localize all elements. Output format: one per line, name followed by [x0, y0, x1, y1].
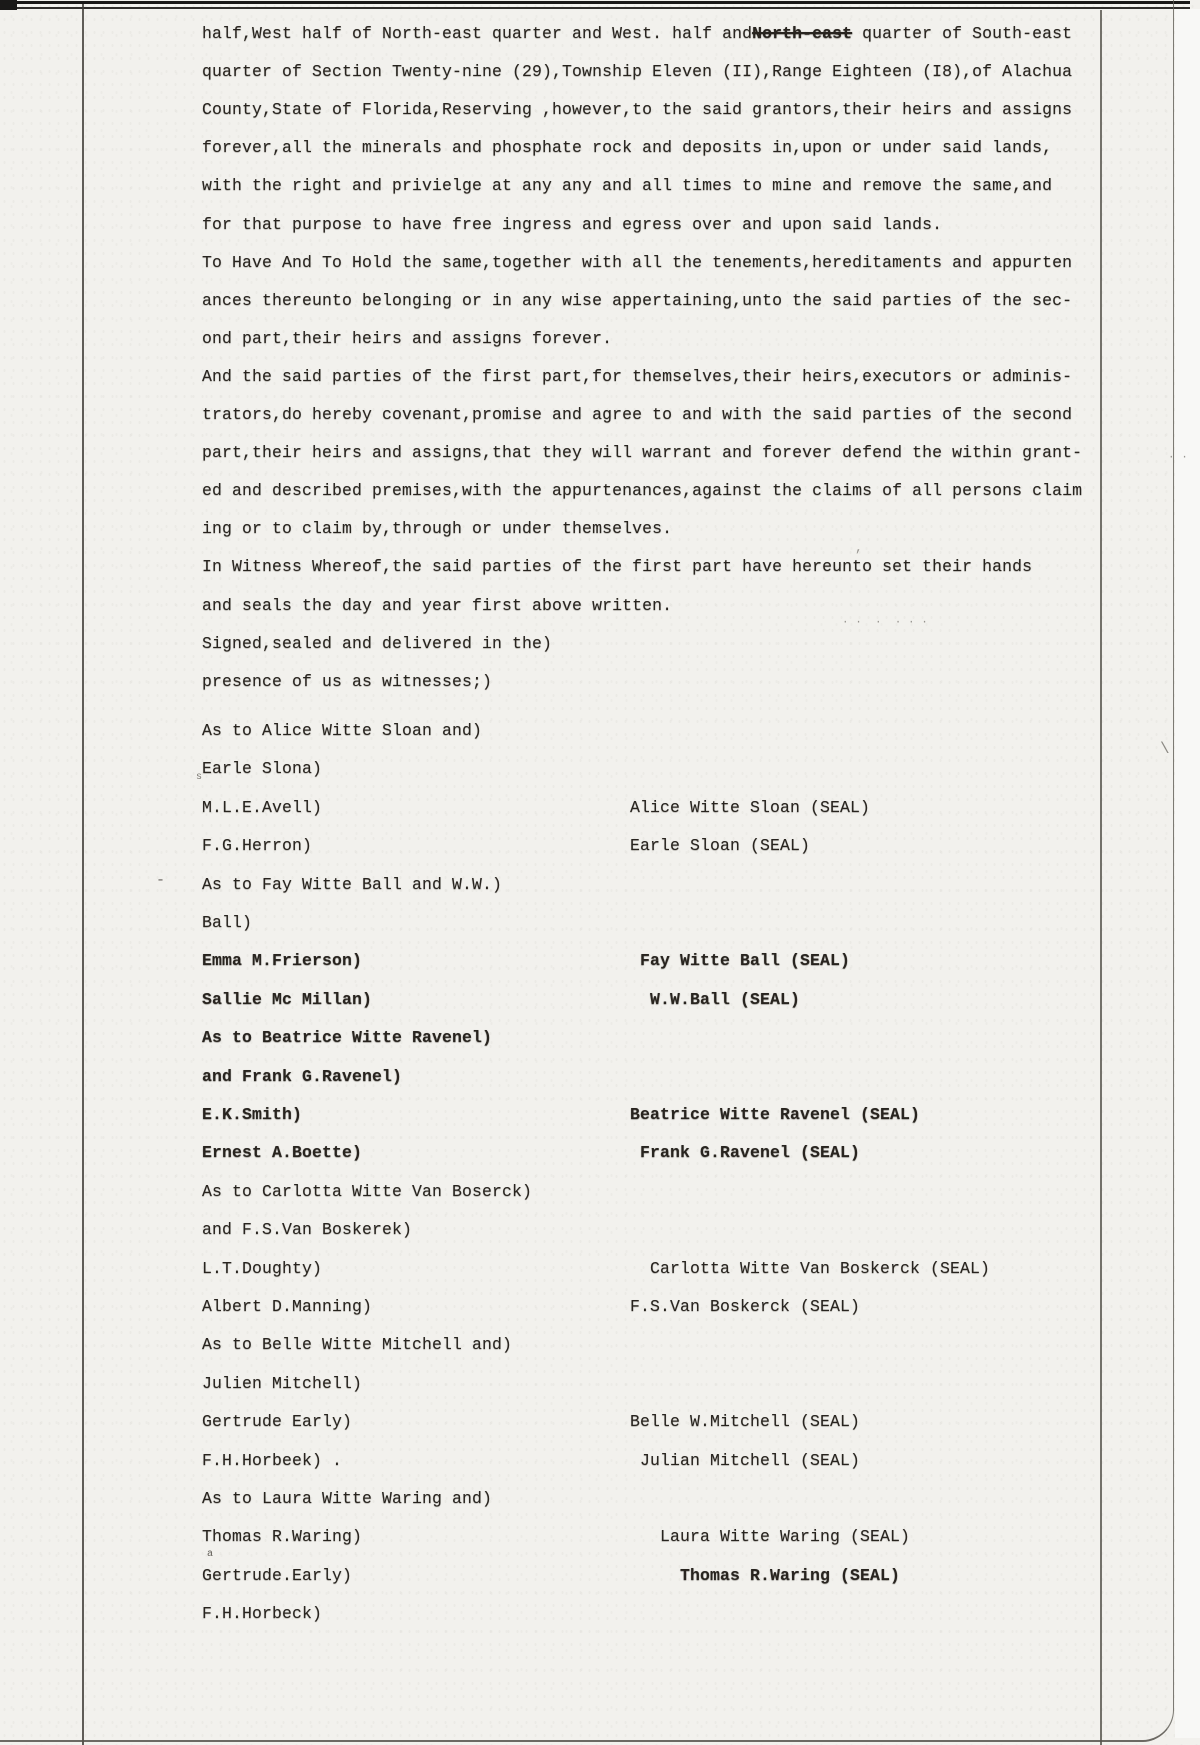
signer-seal-name: F.S.Van Boskerck (SEAL): [630, 1297, 861, 1316]
signature-row: [202, 1221, 412, 1239]
witness-name: E.K.Smith): [202, 1105, 303, 1124]
witness-name: As to Carlotta Witte Van Boserck): [202, 1181, 533, 1201]
deed-body-line: Signed,sealed and delivered in the): [202, 633, 553, 653]
witness-name: As to Beatrice Witte Ravenel): [202, 1028, 493, 1048]
deed-body-line: In Witness Whereof,the said parties of the first part have hereunto set their hands: [202, 557, 1033, 577]
witness-name: Gertrude Early): [202, 1412, 353, 1432]
signature-row: [202, 951, 851, 971]
deed-body-line: and seals the day and year first above written.: [202, 595, 673, 615]
witness-name: L.T.Doughty): [202, 1258, 323, 1278]
signature-row: [202, 1068, 402, 1086]
signature-row: [202, 1105, 921, 1124]
witness-name: and F.S.Van Boskerek): [202, 1220, 413, 1240]
signer-seal-name: Beatrice Witte Ravenel (SEAL): [630, 1105, 921, 1124]
signer-seal-name: Alice Witte Sloan (SEAL): [630, 797, 871, 817]
signature-row: [202, 1375, 362, 1393]
deed-body-line: And the said parties of the first part,for themselves,their heirs,executors or adminis-: [202, 366, 1073, 386]
top-border-rule-lower: [14, 7, 1190, 9]
signature-row: [202, 836, 811, 856]
signature-row: [202, 1412, 861, 1432]
witness-name: As to Belle Witte Mitchell and): [202, 1335, 513, 1355]
witness-name: Thomas R.Waring): [202, 1527, 363, 1547]
signature-row: [202, 1143, 861, 1163]
witness-name: As to Alice Witte Sloan and): [202, 721, 483, 740]
witness-name: F.H.Horbeck): [202, 1604, 323, 1624]
deed-body-line: with the right and privielge at any any and all times to mine and remove the same,and: [202, 176, 1053, 196]
deed-body-line: for that purpose to have free ingress and egress over and upon said lands.: [202, 214, 943, 234]
signer-seal-name: Frank G.Ravenel (SEAL): [630, 1143, 861, 1163]
signature-row: [202, 914, 252, 932]
scanner-background-strip: [1175, 9, 1200, 1738]
body-text-segment: quarter of South-east: [852, 24, 1073, 43]
witness-name: F.H.Horbeek) .: [202, 1450, 343, 1470]
top-left-scan-smudge: [0, 0, 17, 10]
witness-name: Earle Slona): [202, 759, 323, 779]
signature-row: [202, 1183, 532, 1201]
deed-body-line: ing or to claim by,through or under themselves.: [202, 519, 673, 539]
scan-speck: ,: [855, 540, 863, 555]
deed-body-line: part,their heirs and assigns,that they will warrant and forever defend the within grant-: [202, 443, 1083, 463]
signer-seal-name: Carlotta Witte Van Boskerck (SEAL): [630, 1258, 991, 1278]
body-text-segment: half,West half of North-east quarter and West. half and: [202, 24, 753, 43]
witness-name: and Frank G.Ravenel): [202, 1066, 403, 1086]
signature-row: [202, 1605, 322, 1623]
witness-name: Albert D.Manning): [202, 1297, 373, 1316]
deed-body-line: ances thereunto belonging or in any wise appertaining,unto the said parties of the sec-: [202, 290, 1073, 310]
struck-overtyped-text: North-east: [752, 24, 853, 43]
deed-body-line: To Have And To Hold the same,together with all the tenements,hereditaments and appurten: [202, 252, 1073, 272]
signature-row: [202, 1565, 901, 1585]
signature-row: [202, 797, 871, 817]
signature-row: [202, 876, 502, 894]
witness-name: Sallie Mc Millan): [202, 989, 373, 1009]
witness-name: Ball): [202, 913, 253, 932]
signature-row: [202, 760, 322, 778]
signature-row: [202, 1258, 991, 1278]
scan-speck: · ·: [1168, 452, 1188, 464]
witness-name: Gertrude.Early): [202, 1565, 353, 1585]
signature-row: [202, 1336, 512, 1354]
scan-speck: \: [1160, 740, 1170, 758]
signer-seal-name: W.W.Ball (SEAL): [630, 989, 801, 1009]
signature-row: [202, 1527, 911, 1547]
witness-name: As to Fay Witte Ball and W.W.): [202, 874, 503, 894]
scan-speck: · · · · · ·: [842, 617, 928, 629]
signature-row: [202, 989, 801, 1009]
witness-name: Julien Mitchell): [202, 1373, 363, 1393]
witness-name: Emma M.Frierson): [202, 951, 363, 971]
deed-body-line: quarter of Section Twenty-nine (29),Township Eleven (II),Range Eighteen (I8),of Alachua: [202, 62, 1073, 82]
signer-seal-name: Fay Witte Ball (SEAL): [630, 951, 851, 971]
scan-speck: -: [156, 872, 166, 889]
signer-seal-name: Earle Sloan (SEAL): [630, 836, 811, 856]
deed-body-line: ond part,their heirs and assigns forever.: [202, 328, 613, 348]
signer-seal-name: Thomas R.Waring (SEAL): [630, 1565, 901, 1585]
signer-seal-name: Laura Witte Waring (SEAL): [630, 1527, 911, 1547]
top-border-rule-upper: [12, 1, 1190, 4]
signer-seal-name: Belle W.Mitchell (SEAL): [630, 1412, 861, 1432]
deed-body-line: ed and described premises,with the appurtenances,against the claims of all persons claim: [202, 481, 1083, 501]
signature-row: [202, 722, 482, 740]
signature-row: [202, 1450, 861, 1470]
signer-seal-name: Julian Mitchell (SEAL): [630, 1450, 861, 1470]
witness-name: F.G.Herron): [202, 836, 313, 856]
scan-speck: s: [196, 772, 203, 783]
deed-body-line: [202, 25, 1072, 43]
deed-body-line: trators,do hereby covenant,promise and agree to and with the said parties of the second: [202, 405, 1073, 424]
scan-speck: a: [207, 1549, 214, 1560]
signature-row: [202, 1297, 861, 1316]
deed-body-line: County,State of Florida,Reserving ,however,to the said grantors,their heirs and assigns: [202, 100, 1073, 120]
deed-body-line: forever,all the minerals and phosphate rock and deposits in,upon or under said lands,: [202, 138, 1053, 158]
right-margin-rule: [1100, 10, 1102, 1745]
deed-body-line: presence of us as witnesses;): [202, 671, 493, 691]
signature-row: [202, 1490, 492, 1508]
left-margin-rule: [82, 4, 84, 1745]
signature-row: [202, 1029, 492, 1047]
witness-name: As to Laura Witte Waring and): [202, 1489, 493, 1508]
witness-name: M.L.E.Avell): [202, 797, 323, 817]
witness-name: Ernest A.Boette): [202, 1143, 363, 1163]
